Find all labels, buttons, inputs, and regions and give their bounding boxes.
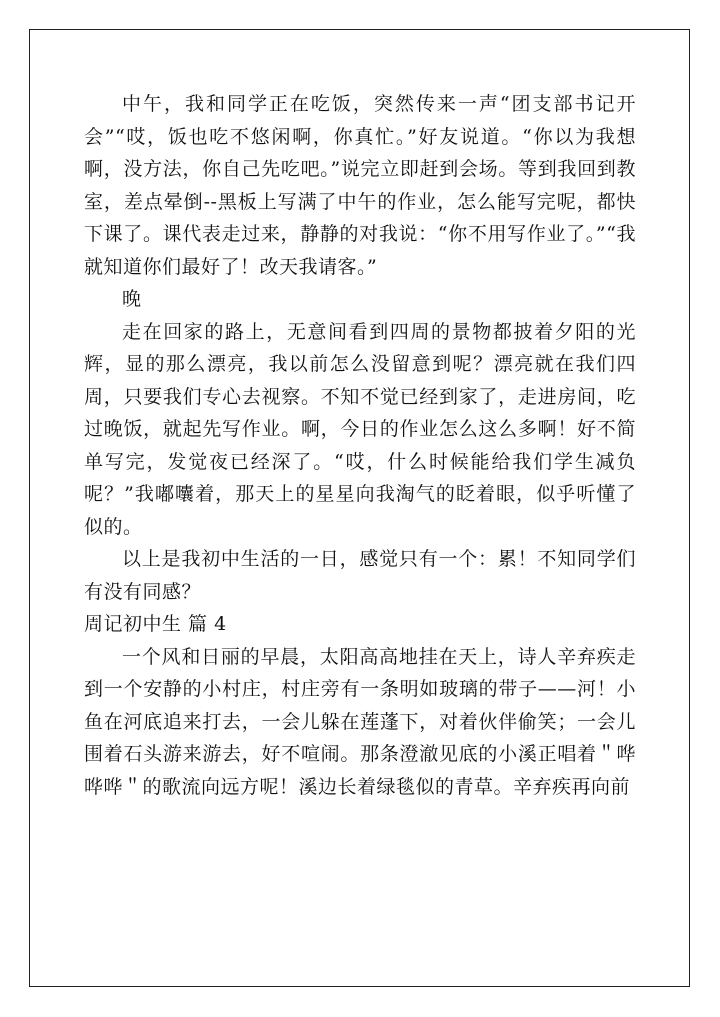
section-title: 周记初中生 篇 4 [84,613,227,635]
heading-evening: 晚 [122,288,142,310]
paragraph-summary: 以上是我初中生活的一日，感觉只有一个：累！不知同学们有没有同感？ [84,548,636,603]
document-body [84,88,636,803]
paragraph-village: 一个风和日丽的早晨，太阳高高地挂在天上，诗人辛弃疾走到一个安静的小村庄，村庄旁有一条明如玻璃的带子——河！小鱼在河底追来打去，一会儿躲在莲蓬下，对着伙伴偷笑；一会儿围着石头游来游去，好不喧闹。那条澄澈见底的小溪正唱着＂哗哗哗＂的歌流向远方呢！溪边长着绿毯似的青草。辛弃疾再向前 [84,645,636,798]
paragraph-noon: 中午，我和同学正在吃饭，突然传来一声“团支部书记开会”“哎，饭也吃不悠闲啊，你真忙。”好友说道。“你以为我想啊，没方法，你自己先吃吧。”说完立即赶到会场。等到我回到教室，差点晕倒--黑板上写满了中午的作业，怎么能写完呢，都快下课了。课代表走过来，静静的对我说：“你不用写作业了。”“我就知道你们最好了！改天我请客。” [84,93,636,278]
paragraph-evening: 走在回家的路上，无意间看到四周的景物都披着夕阳的光辉，显的那么漂亮，我以前怎么没留意到呢？漂亮就在我们四周，只要我们专心去视察。不知不觉已经到家了，走进房间，吃过晚饭，就起先写作业。啊，今日的作业怎么这么多啊！好不简单写完，发觉夜已经深了。“哎，什么时候能给我们学生减负呢？”我嘟囔着，那天上的星星向我淘气的眨着眼，似乎听懂了似的。 [84,320,636,538]
